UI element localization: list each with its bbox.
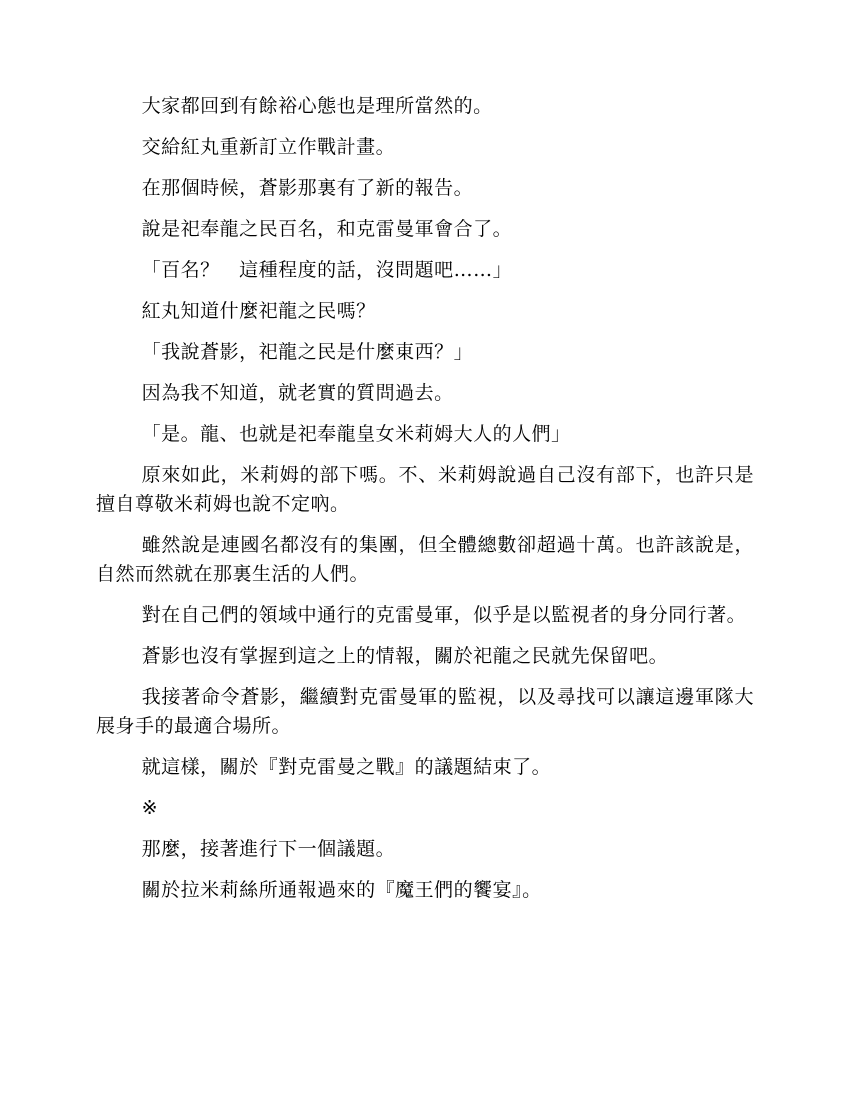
paragraph: 說是祀奉龍之民百名，和克雷曼軍會合了。 [141, 218, 513, 240]
section-break: ※ [141, 797, 159, 819]
paragraph: 在那個時候，蒼影那裏有了新的報告。 [141, 177, 474, 199]
paragraph: 我接著命令蒼影，繼續對克雷曼軍的監視，以及尋找可以讓這邊軍隊大展身手的最適合場所。 [96, 686, 754, 737]
paragraph: 蒼影也沒有掌握到這之上的情報，關於祀龍之民就先保留吧。 [141, 645, 669, 667]
paragraph: 雖然說是連國名都沒有的集團，但全體總數卻超過十萬。也許該說是，自然而然就在那裏生活的人們。 [96, 534, 754, 585]
paragraph: 原來如此，米莉姆的部下嗎。不、米莉姆說過自己沒有部下，也許只是擅自尊敬米莉姆也說不定吶。 [96, 464, 754, 515]
paragraph: 大家都回到有餘裕心態也是理所當然的。 [141, 95, 493, 117]
paragraph: 關於拉米莉絲所通報過來的『魔王們的饗宴』。 [141, 879, 542, 901]
paragraph: 因為我不知道，就老實的質問過去。 [141, 382, 454, 404]
dialogue-paragraph: 「我說蒼影，祀龍之民是什麼東西？」 [141, 341, 474, 363]
dialogue-paragraph: 「是。龍、也就是祀奉龍皇女米莉姆大人的人們」 [141, 423, 571, 445]
dialogue-paragraph: 「百名？ 這種程度的話，沒問題吧……」 [141, 259, 513, 281]
paragraph: 那麼，接著進行下一個議題。 [141, 838, 396, 860]
body-text [96, 92, 754, 917]
paragraph: 紅丸知道什麼祀龍之民嗎？ [141, 300, 376, 322]
paragraph: 對在自己們的領域中通行的克雷曼軍，似乎是以監視者的身分同行著。 [141, 604, 747, 626]
paragraph: 就這樣，關於『對克雷曼之戰』的議題結束了。 [141, 756, 552, 778]
paragraph: 交給紅丸重新訂立作戰計畫。 [141, 136, 396, 158]
